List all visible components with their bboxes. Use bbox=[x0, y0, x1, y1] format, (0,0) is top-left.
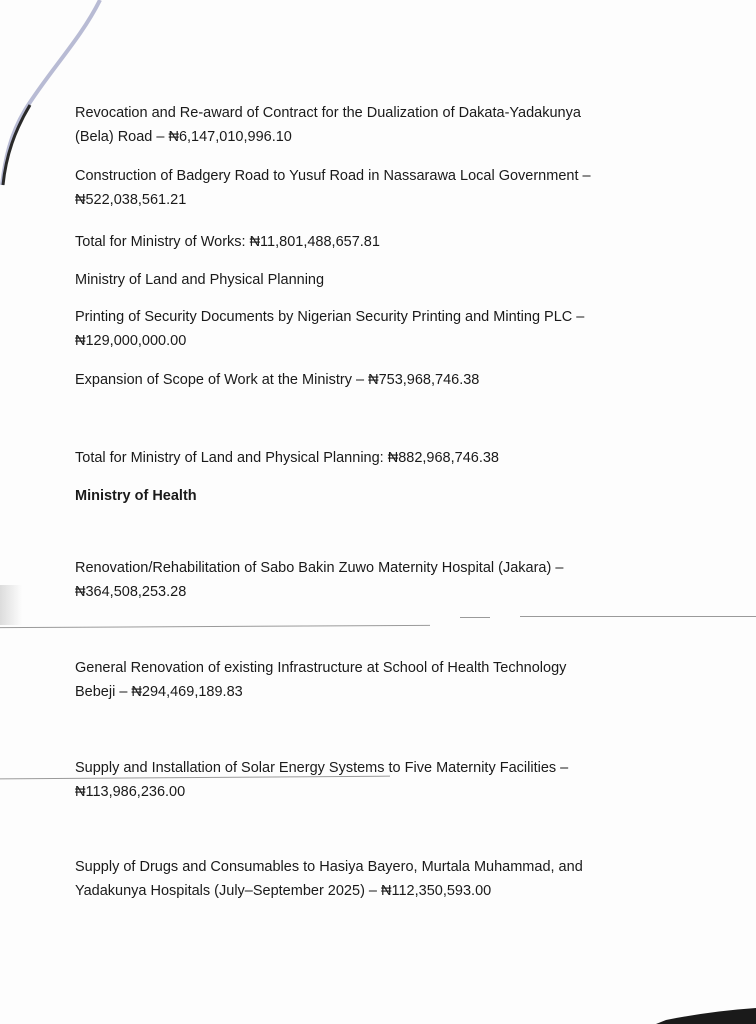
item-text: Renovation/Rehabilitation of Sabo Bakin Zuwo Maternity Hospital (Jakara) – bbox=[75, 560, 564, 576]
list-item bbox=[75, 556, 665, 604]
scan-artifact-line bbox=[520, 616, 756, 617]
list-item bbox=[75, 656, 665, 704]
item-text: Construction of Badgery Road to Yusuf Road in Nassarawa Local Government – bbox=[75, 168, 591, 184]
item-text: General Renovation of existing Infrastructure at School of Health Technology bbox=[75, 660, 567, 676]
item-text: Supply and Installation of Solar Energy Systems to Five Maternity Facilities – bbox=[75, 760, 569, 776]
list-item bbox=[75, 101, 665, 149]
list-item: Expansion of Scope of Work at the Ministry – ₦753,968,746.38 bbox=[75, 372, 480, 388]
item-amount: Bebeji – ₦294,469,189.83 bbox=[75, 684, 243, 700]
scan-artifact-line bbox=[460, 617, 490, 618]
list-item bbox=[75, 756, 665, 804]
item-text: Revocation and Re-award of Contract for the Dualization of Dakata-Yadakunya bbox=[75, 105, 581, 121]
list-item bbox=[75, 164, 665, 212]
item-amount: ₦129,000,000.00 bbox=[75, 333, 187, 349]
section-heading-health: Ministry of Health bbox=[75, 488, 197, 504]
section-heading-land: Ministry of Land and Physical Planning bbox=[75, 272, 325, 288]
item-amount: ₦113,986,236.00 bbox=[75, 784, 186, 800]
item-amount: ₦364,508,253.28 bbox=[75, 584, 187, 600]
item-amount: ₦522,038,561.21 bbox=[75, 192, 187, 208]
list-item bbox=[75, 855, 665, 903]
scan-artifact-line bbox=[0, 625, 430, 628]
land-total: Total for Ministry of Land and Physical Planning: ₦882,968,746.38 bbox=[75, 450, 499, 466]
scan-artifact bbox=[0, 585, 22, 625]
item-text: Supply of Drugs and Consumables to Hasiya Bayero, Murtala Muhammad, and bbox=[75, 859, 583, 875]
item-amount: Yadakunya Hospitals (July–September 2025) – ₦112,350,593.00 bbox=[75, 883, 492, 899]
item-amount: (Bela) Road – ₦6,147,010,996.10 bbox=[75, 129, 292, 145]
page-edge-shadow bbox=[656, 1004, 756, 1024]
item-text: Printing of Security Documents by Nigerian Security Printing and Minting PLC – bbox=[75, 309, 585, 325]
list-item bbox=[75, 305, 665, 353]
works-total: Total for Ministry of Works: ₦11,801,488,657.81 bbox=[75, 234, 380, 250]
